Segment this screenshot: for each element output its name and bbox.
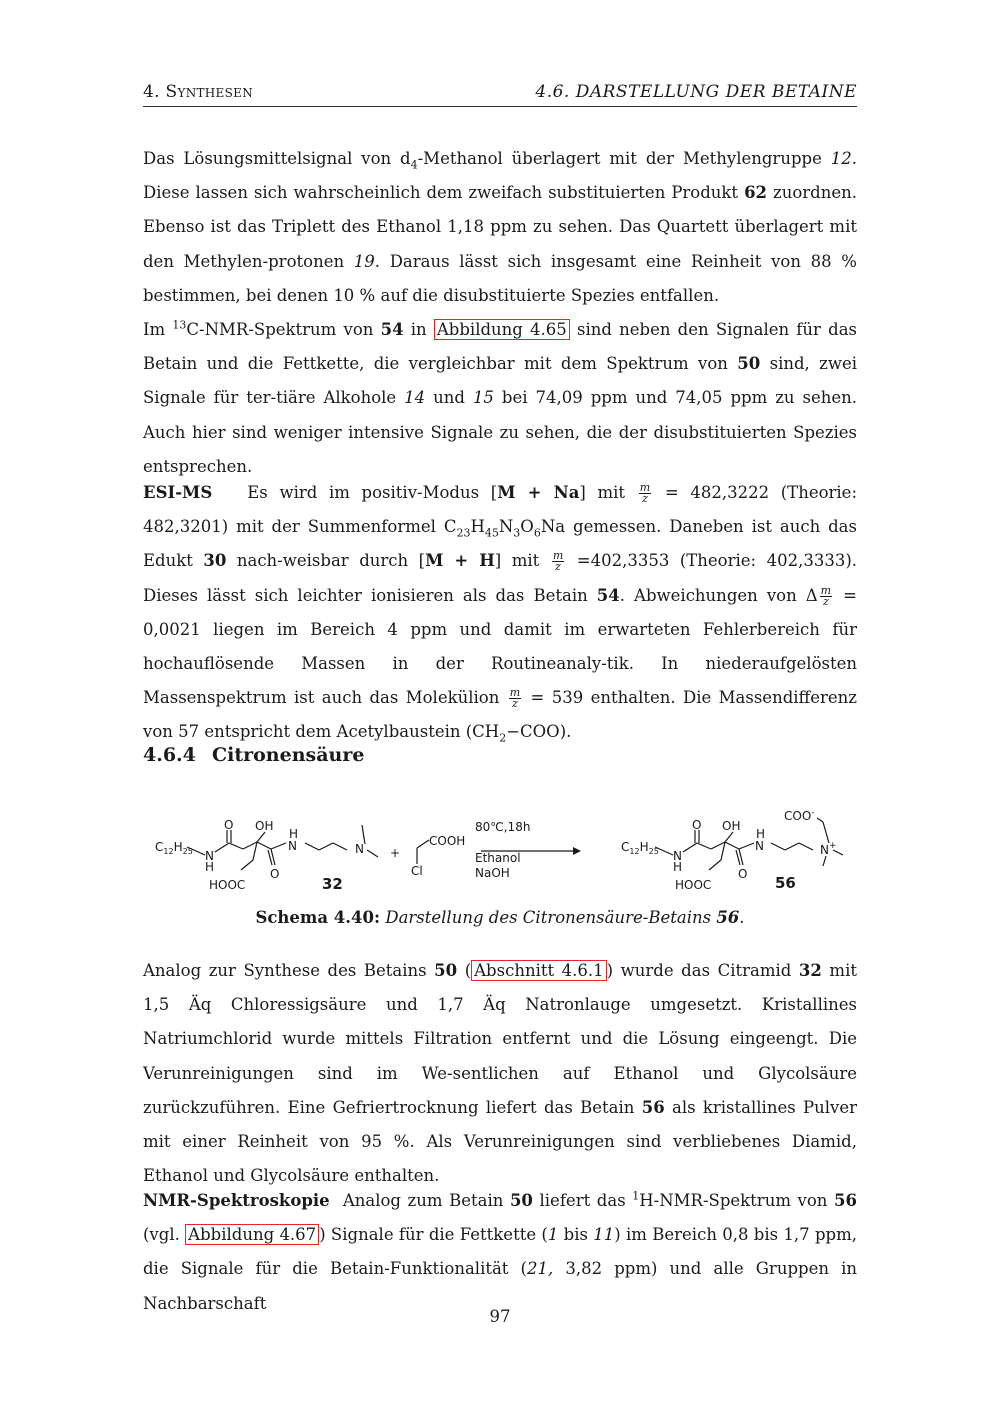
reaction-scheme-drawing [143,800,857,910]
paragraph-nmr-spectroscopy: NMR-Spektroskopie Analog zum Betain 50 liefert das $^1$H-NMR-Spektrum von 56 (vgl. Abbildung 4.67 ) Signale für die Fettkette (1 bis 11) im Bereich 0,8 bis 1,7 ppm, die Signale für die Betain-Funktionalität (21, 3,82 ppm) und alle Gruppen in Nachbarschaft [143,1189,857,1313]
product-amide-h2: H [756,827,766,841]
product-ammonium-n: N+ [820,841,837,857]
header-section: 4.6. DARSTELLUNG DER BETAINE [535,82,857,102]
section-heading [143,744,364,766]
reactant-amine-n3: N [355,842,364,856]
chloroacetic-cl: Cl [411,864,423,878]
reactant-amide-n1: N [205,849,214,863]
section-title: Citronensäure [212,744,365,766]
reactant-carboxyl: HOOC [209,878,246,892]
reaction-scheme [143,800,857,910]
compound-32-label: 32 [322,875,343,893]
reaction-arrowhead [573,847,581,855]
product-amide-h1: H [673,860,683,874]
page-number: 97 [489,1307,511,1326]
running-header [143,82,857,107]
reactant-carbonyl-o1: O [224,818,234,832]
reactant-chain-label: $C_{12}H_{25}$ [155,840,193,856]
caption-text: Darstellung des Citronensäure-Betains [380,908,717,927]
link-abbildung-4-65[interactable]: Abbildung 4.65 [434,319,570,340]
product-amide-n2: N [755,839,764,853]
body-text-synthesis [143,954,857,1193]
section-number: 4.6.4 [143,744,196,766]
product-amide-n1: N [673,849,682,863]
product-carbonyl-o1: O [692,818,702,832]
link-abschnitt-4-6-1[interactable]: Abschnitt 4.6.1 [471,960,607,981]
compound-56-label: 56 [775,874,796,892]
plus-sign: + [390,846,401,860]
conditions-base: NaOH [475,866,510,880]
reactant-amide-h2: H [289,827,299,841]
scheme-caption: Schema 4.40: Darstellung des Citronensäure-Betains 56. [255,908,745,927]
product-carboxylate: COO- [784,808,815,823]
reactant-carbonyl-o2: O [270,867,280,881]
body-text-nmr [143,1184,857,1321]
body-text-esims [143,476,857,750]
product-carbonyl-o2: O [738,867,748,881]
caption-compound: 56 [716,908,740,927]
paragraph-heading-nmr: NMR-Spektroskopie [143,1191,330,1210]
reactant-amide-h1: H [205,860,215,874]
product-hydroxyl: OH [722,819,741,833]
link-abbildung-4-67[interactable]: Abbildung 4.67 [185,1224,319,1245]
conditions-temperature-time: 80℃,18h [475,820,531,834]
product-chain-label: $C_{12}H_{25}$ [621,840,659,856]
paragraph-esi-ms: ESI-MS Es wird im positiv-Modus [M + Na] mit $\frac{m}{z}$ = 482,3222 (Theorie: 482,3201) mit der Summenformel $C_{23}H_{45}N_3O_6Na$ gemessen. Daneben ist auch das Edukt 30 nach-weisbar durch [M + H] mit $\frac{m}{z}$ =402,3353 (Theorie: 402,3333). Dieses lässt sich leichter ionisieren als das Betain 54. Abweichungen von Δ $\frac{m}{z}$ = 0,0021 liegen im Bereich 4 ppm und damit im erwarteten Fehlerbereich für hochauflösende Massen in der Routineanaly-tik. In niederaufgelösten Massenspektrum ist auch das Molekülion $\frac{m}{z}$ = 539 enthalten. Die Massendifferenz von 57 entspricht dem Acetylbaustein $(CH_2-COO)$. [143,481,858,745]
chloroacetic-cooh: COOH [429,834,466,848]
caption-label: Schema 4.40: [255,908,381,927]
header-chapter: 4. Synthesen [143,82,254,102]
reactant-amide-n2: N [288,839,297,853]
paragraph-nmr-methanol: Das Lösungsmittelsignal von $d_4$-Methanol überlagert mit der Methylengruppe 12. Diese lassen sich wahrscheinlich dem zweifach substituierten Produkt 62 zuordnen. Ebenso ist das Triplett des Ethanol 1,18 ppm zu sehen. Das Quartett überlagert mit den Methylen-protonen 19. Daraus lässt sich insgesamt eine Reinheit von 88 % bestimmen, bei denen 10 % auf die disubstituierte Spezies entfallen. [143,149,857,305]
paragraph-heading-esims: ESI-MS [143,483,213,502]
paragraph-synthesis-56: Analog zur Synthese des Betains 50 ( Abschnitt 4.6.1 ) wurde das Citramid 32 mit 1,5 Äq Chloressigsäure und 1,7 Äq Natronlauge umgesetzt. Kristallines Natriumchlorid wurde mittels Filtration entfernt und die Lösung eingeengt. Die Verunreinigungen sind im We-sentlichen auf Ethanol und Glycolsäure zurückzuführen. Eine Gefriertrocknung liefert das Betain 56 als kristallines Pulver mit einer Reinheit von 95 %. Als Verunreinigungen sind verbliebenes Diamid, Ethanol und Glycolsäure enthalten. [143,961,857,1186]
reactant-hydroxyl: OH [255,819,274,833]
product-carboxyl: HOOC [675,878,712,892]
body-text-top [143,142,857,484]
conditions-solvent: Ethanol [475,851,521,865]
paragraph-13c-nmr: Im $^{13}$C-NMR-Spektrum von 54 in Abbildung 4.65 sind neben den Signalen für das Betain und die Fettkette, die vergleichbar mit dem Spektrum von 50 sind, zwei Signale für ter-tiäre Alkohole 14 und 15 bei 74,09 ppm und 74,05 ppm zu sehen. Auch hier sind weniger intensive Signale zu sehen, die der disubstituierten Spezies entsprechen. [143,318,857,476]
